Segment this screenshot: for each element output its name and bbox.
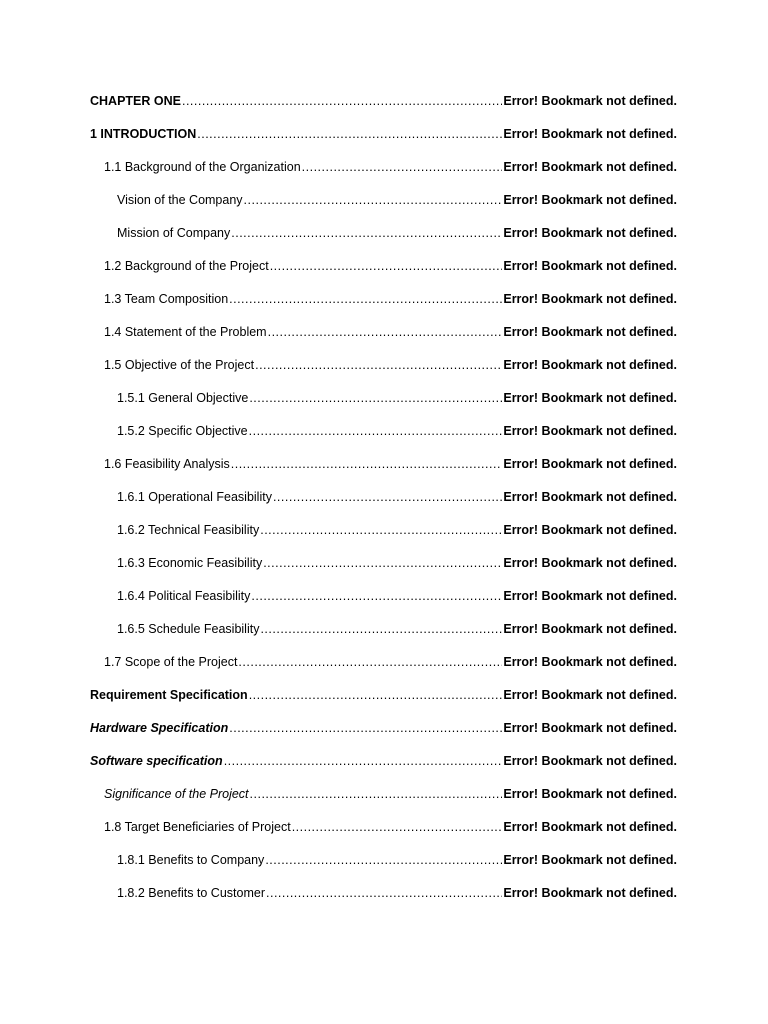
toc-page-reference: Error! Bookmark not defined. — [503, 655, 677, 669]
toc-entry-requirement-specification[interactable] — [90, 685, 677, 718]
toc-entry-background-project[interactable] — [90, 256, 677, 289]
toc-entry-objective[interactable] — [90, 355, 677, 388]
toc-entry-title: 1.4 Statement of the Problem — [104, 325, 267, 339]
toc-page-reference: Error! Bookmark not defined. — [503, 622, 677, 636]
toc-entry-feasibility[interactable] — [90, 454, 677, 487]
toc-page-reference: Error! Bookmark not defined. — [503, 523, 677, 537]
toc-dot-leader — [255, 355, 502, 375]
toc-entry-chapter-one[interactable] — [90, 91, 677, 124]
toc-dot-leader — [229, 718, 502, 738]
toc-dot-leader — [260, 520, 502, 540]
toc-entry-title: CHAPTER ONE — [90, 94, 181, 108]
toc-page-reference: Error! Bookmark not defined. — [503, 127, 677, 141]
toc-entry-specific-objective[interactable] — [90, 421, 677, 454]
toc-page-reference: Error! Bookmark not defined. — [503, 820, 677, 834]
toc-entry-introduction[interactable] — [90, 124, 677, 157]
toc-dot-leader — [292, 817, 503, 837]
toc-page-reference: Error! Bookmark not defined. — [503, 721, 677, 735]
toc-page-reference: Error! Bookmark not defined. — [503, 94, 677, 108]
toc-entry-hardware-specification[interactable] — [90, 718, 677, 751]
toc-entry-significance[interactable] — [90, 784, 677, 817]
toc-entry-title: 1.3 Team Composition — [104, 292, 229, 306]
toc-page-reference: Error! Bookmark not defined. — [503, 754, 677, 768]
toc-page-reference: Error! Bookmark not defined. — [503, 688, 677, 702]
toc-dot-leader — [231, 454, 503, 474]
toc-entry-title: 1 INTRODUCTION — [90, 127, 197, 141]
toc-dot-leader — [265, 850, 502, 870]
toc-page-reference: Error! Bookmark not defined. — [503, 259, 677, 273]
toc-page-reference: Error! Bookmark not defined. — [503, 886, 677, 900]
toc-page-reference: Error! Bookmark not defined. — [503, 787, 677, 801]
toc-dot-leader — [273, 487, 502, 507]
toc-dot-leader — [229, 289, 502, 309]
toc-entry-title: 1.5 Objective of the Project — [104, 358, 255, 372]
toc-dot-leader — [260, 619, 502, 639]
toc-entry-technical-feasibility[interactable] — [90, 520, 677, 553]
toc-dot-leader — [266, 883, 502, 903]
toc-dot-leader — [182, 91, 502, 111]
toc-entry-operational-feasibility[interactable] — [90, 487, 677, 520]
toc-entry-benefits-customer[interactable] — [90, 883, 677, 916]
toc-entry-title: 1.5.2 Specific Objective — [117, 424, 248, 438]
toc-dot-leader — [249, 685, 503, 705]
toc-page-reference: Error! Bookmark not defined. — [503, 853, 677, 867]
toc-page-reference: Error! Bookmark not defined. — [503, 325, 677, 339]
toc-entry-team-composition[interactable] — [90, 289, 677, 322]
toc-entry-schedule-feasibility[interactable] — [90, 619, 677, 652]
toc-entry-title: 1.8 Target Beneficiaries of Project — [104, 820, 291, 834]
toc-entry-vision[interactable] — [90, 190, 677, 223]
toc-entry-benefits-company[interactable] — [90, 850, 677, 883]
toc-page-reference: Error! Bookmark not defined. — [503, 226, 677, 240]
toc-entry-scope[interactable] — [90, 652, 677, 685]
toc-entry-political-feasibility[interactable] — [90, 586, 677, 619]
toc-dot-leader — [231, 223, 502, 243]
toc-entry-title: Software specification — [90, 754, 223, 768]
toc-entry-economic-feasibility[interactable] — [90, 553, 677, 586]
toc-dot-leader — [249, 421, 503, 441]
toc-entry-title: 1.7 Scope of the Project — [104, 655, 238, 669]
toc-entry-target-beneficiaries[interactable] — [90, 817, 677, 850]
toc-entry-title: 1.2 Background of the Project — [104, 259, 269, 273]
toc-entry-general-objective[interactable] — [90, 388, 677, 421]
toc-dot-leader — [197, 124, 502, 144]
toc-entry-software-specification[interactable] — [90, 751, 677, 784]
toc-entry-title: Requirement Specification — [90, 688, 248, 702]
toc-entry-title: Vision of the Company — [117, 193, 243, 207]
toc-dot-leader — [263, 553, 502, 573]
toc-page-reference: Error! Bookmark not defined. — [503, 490, 677, 504]
toc-entry-title: 1.6.5 Schedule Feasibility — [117, 622, 260, 636]
toc-dot-leader — [238, 652, 502, 672]
toc-entry-title: 1.6.3 Economic Feasibility — [117, 556, 263, 570]
toc-entry-title: 1.6 Feasibility Analysis — [104, 457, 230, 471]
toc-entry-title: 1.1 Background of the Organization — [104, 160, 301, 174]
toc-entry-title: 1.8.2 Benefits to Customer — [117, 886, 265, 900]
toc-page-reference: Error! Bookmark not defined. — [503, 556, 677, 570]
toc-dot-leader — [244, 190, 503, 210]
toc-entry-title: 1.8.1 Benefits to Company — [117, 853, 265, 867]
toc-page-reference: Error! Bookmark not defined. — [503, 391, 677, 405]
toc-page-reference: Error! Bookmark not defined. — [503, 589, 677, 603]
toc-dot-leader — [302, 157, 503, 177]
toc-dot-leader — [250, 784, 503, 804]
toc-entry-title: 1.6.2 Technical Feasibility — [117, 523, 260, 537]
toc-entry-title: 1.5.1 General Objective — [117, 391, 249, 405]
toc-dot-leader — [270, 256, 503, 276]
toc-dot-leader — [224, 751, 503, 771]
toc-page-reference: Error! Bookmark not defined. — [503, 193, 677, 207]
toc-page-reference: Error! Bookmark not defined. — [503, 457, 677, 471]
toc-dot-leader — [251, 586, 502, 606]
toc-entry-title: Significance of the Project — [104, 787, 249, 801]
toc-entry-title: 1.6.1 Operational Feasibility — [117, 490, 272, 504]
toc-page-reference: Error! Bookmark not defined. — [503, 424, 677, 438]
toc-entry-title: Hardware Specification — [90, 721, 229, 735]
toc-entry-title: 1.6.4 Political Feasibility — [117, 589, 251, 603]
toc-dot-leader — [249, 388, 502, 408]
toc-entry-background-organization[interactable] — [90, 157, 677, 190]
toc-page-reference: Error! Bookmark not defined. — [503, 292, 677, 306]
toc-page-reference: Error! Bookmark not defined. — [503, 358, 677, 372]
toc-page-reference: Error! Bookmark not defined. — [503, 160, 677, 174]
toc-entry-problem-statement[interactable] — [90, 322, 677, 355]
toc-entry-title: Mission of Company — [117, 226, 231, 240]
toc-dot-leader — [268, 322, 503, 342]
toc-entry-mission[interactable] — [90, 223, 677, 256]
table-of-contents — [90, 91, 677, 916]
